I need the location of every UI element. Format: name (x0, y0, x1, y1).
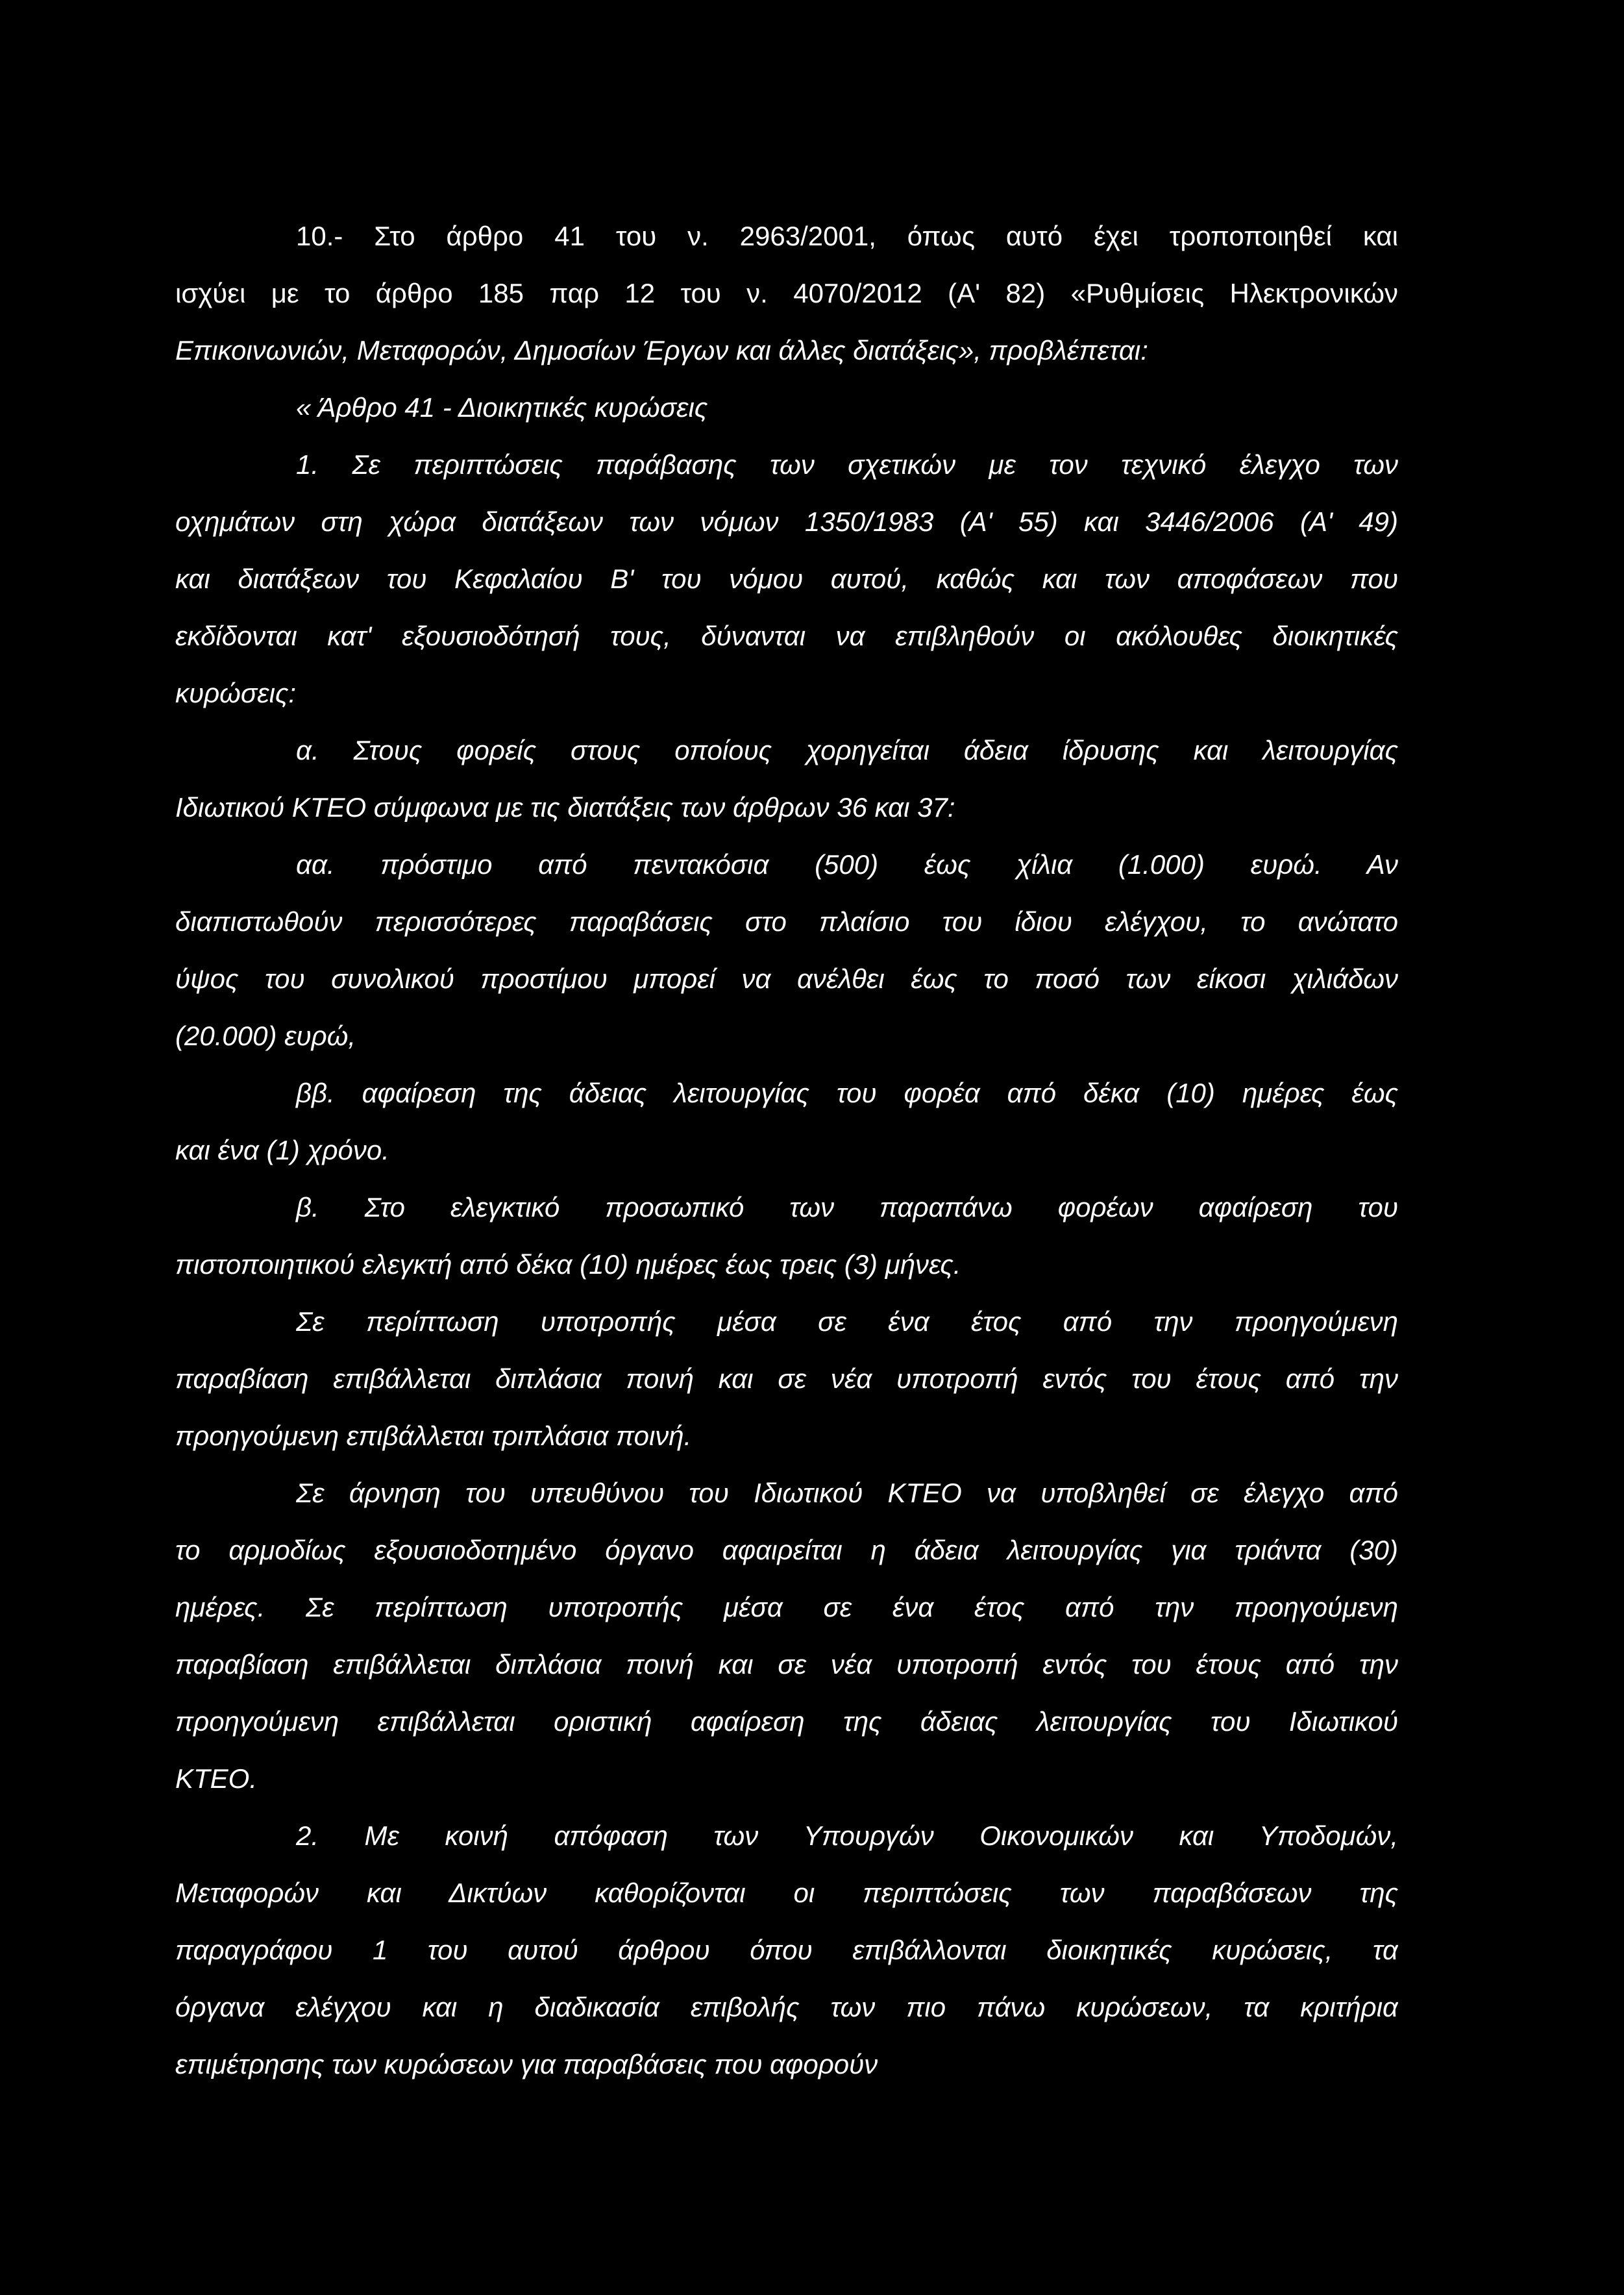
text-line: 1. Σε περιπτώσεις παράβασης των σχετικών με τον τεχνικό έλεγχο των (296, 449, 1398, 480)
text-line: διαπιστωθούν περισσότερες παραβάσεις στο πλαίσιο του ίδιου ελέγχου, το ανώτατο (175, 906, 1398, 937)
text-line: Σε άρνηση του υπευθύνου του Ιδιωτικού ΚΤΕΟ να υποβληθεί σε έλεγχο από (296, 1478, 1398, 1508)
text-line: Σε περίπτωση υποτροπής μέσα σε ένα έτος από την προηγούμενη (296, 1306, 1398, 1337)
text-line: ημέρες. Σε περίπτωση υποτροπής μέσα σε ένα έτος από την προηγούμενη (175, 1592, 1398, 1622)
text-line: πιστοποιητικού ελεγκτή από δέκα (10) ημέρες έως τρεις (3) μήνες. (175, 1249, 961, 1280)
text-line: παραβίαση επιβάλλεται διπλάσια ποινή και σε νέα υποτροπή εντός του έτους από την (175, 1363, 1398, 1394)
text-line: προηγούμενη επιβάλλεται τριπλάσια ποινή. (175, 1420, 692, 1451)
text-line: οχημάτων στη χώρα διατάξεων των νόμων 1350/1983 (Α' 55) και 3446/2006 (Α' 49) (175, 506, 1398, 537)
text-line: (20.000) ευρώ, (175, 1021, 356, 1051)
text-line: κυρώσεις: (175, 678, 297, 708)
text-line: προηγούμενη επιβάλλεται οριστική αφαίρεση της άδειας λειτουργίας του Ιδιωτικού (175, 1706, 1398, 1737)
text-line: ΚΤΕΟ. (175, 1763, 258, 1794)
text-line: όργανα ελέγχου και η διαδικασία επιβολής των πιο πάνω κυρώσεων, τα κριτήρια (175, 1992, 1398, 2022)
text-line: παραβίαση επιβάλλεται διπλάσια ποινή και σε νέα υποτροπή εντός του έτους από την (175, 1649, 1398, 1680)
text-line: α. Στους φορείς στους οποίους χορηγείται άδεια ίδρυσης και λειτουργίας (296, 735, 1398, 765)
text-line: ύψος του συνολικού προστίμου μπορεί να ανέλθει έως το ποσό των είκοσι χιλιάδων (175, 963, 1398, 994)
text-line: ισχύει με το άρθρο 185 παρ 12 του ν. 4070/2012 (Α' 82) «Ρυθμίσεις Ηλεκτρονικών (175, 278, 1398, 308)
text-line: αα. πρόστιμο από πεντακόσια (500) έως χίλια (1.000) ευρώ. Αν (296, 849, 1398, 880)
text-line: β. Στο ελεγκτικό προσωπικό των παραπάνω φορέων αφαίρεση του (296, 1192, 1398, 1222)
text-line: Ιδιωτικού ΚΤΕΟ σύμφωνα με τις διατάξεις των άρθρων 36 και 37: (175, 792, 955, 823)
text-line: εκδίδονται κατ' εξουσιοδότησή τους, δύνανται να επιβληθούν οι ακόλουθες διοικητικές (175, 621, 1398, 651)
text-line: και ένα (1) χρόνο. (175, 1135, 389, 1165)
text-line: « Άρθρο 41 - Διοικητικές κυρώσεις (296, 392, 708, 423)
text-line: 10.- Στο άρθρο 41 του ν. 2963/2001, όπως αυτό έχει τροποποιηθεί και (296, 221, 1398, 251)
document-body (175, 208, 1398, 2093)
text-line: Επικοινωνιών, Μεταφορών, Δημοσίων Έργων και άλλες διατάξεις», προβλέπεται: (175, 335, 1148, 366)
text-line: το αρμοδίως εξουσιοδοτημένο όργανο αφαιρείται η άδεια λειτουργίας για τριάντα (30) (175, 1535, 1398, 1565)
text-line: παραγράφου 1 του αυτού άρθρου όπου επιβάλλονται διοικητικές κυρώσεις, τα (175, 1935, 1398, 1965)
text-line: και διατάξεων του Κεφαλαίου Β' του νόμου αυτού, καθώς και των αποφάσεων που (175, 564, 1398, 594)
text-line: ββ. αφαίρεση της άδειας λειτουργίας του φορέα από δέκα (10) ημέρες έως (296, 1078, 1398, 1108)
text-line: επιμέτρησης των κυρώσεων για παραβάσεις που αφορούν (175, 2049, 878, 2079)
text-line: Μεταφορών και Δικτύων καθορίζονται οι περιπτώσεις των παραβάσεων της (175, 1878, 1398, 1908)
text-line: 2. Με κοινή απόφαση των Υπουργών Οικονομικών και Υποδομών, (296, 1820, 1398, 1851)
